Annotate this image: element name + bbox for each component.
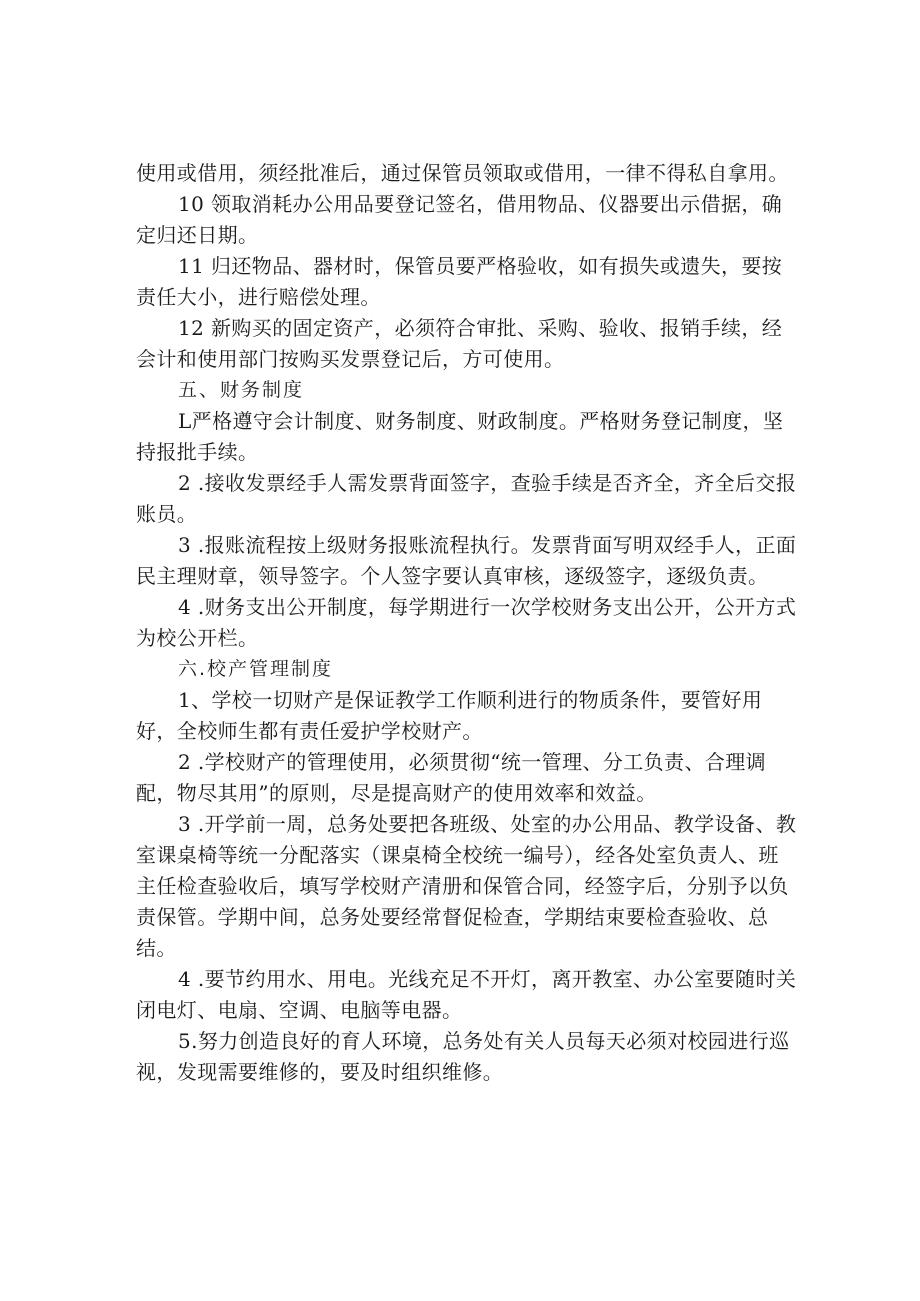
paragraph-item-11: 11 归还物品、器材时，保管员要严格验收，如有损失或遗失，要按责任大小，进行赔偿处理。 — [136, 254, 783, 309]
property-item-1: 1、学校一切财产是保证教学工作顺利进行的物质条件，要管好用好，全校师生都有责任爱护学校财产。 — [136, 688, 763, 743]
finance-item-4: 4 .财务支出公开制度，每学期进行一次学校财务支出公开，公开方式为校公开栏。 — [136, 595, 797, 650]
property-item-5: 5.努力创造良好的育人环境，总务处有关人员每天必须对校园进行巡视，发现需要维修的，要及时组织维修。 — [136, 1029, 790, 1084]
paragraph-item-10: 10 领取消耗办公用品要登记签名，借用物品、仪器要出示借据，确定归还日期。 — [136, 192, 783, 247]
finance-item-1: L严格遵守会计制度、财务制度、财政制度。严格财务登记制度，坚持报批手续。 — [136, 409, 784, 464]
section-heading-property: 六.校产管理制度 — [178, 658, 334, 680]
property-item-3: 3 .开学前一周，总务处要把各班级、处室的办公用品、教学设备、教室课桌椅等统一分配落实（课桌椅全校统一编号），经各处室负责人、班主任检查验收后，填写学校财产清册和保管合同，经签字后，分别予以负责保管。学期中间，总务处要经常督促检查，学期结束要检查验收、总结。 — [136, 812, 797, 960]
paragraph-continued: 使用或借用，须经批准后，通过保管员领取或借用，一律不得私自拿用。 — [136, 161, 789, 185]
property-item-4: 4 .要节约用水、用电。光线充足不开灯，离开教室、办公室要随时关闭电灯、电扇、空调、电脑等电器。 — [136, 967, 797, 1022]
document-body — [136, 158, 798, 1088]
paragraph-item-12: 12 新购买的固定资产，必须符合审批、采购、验收、报销手续，经会计和使用部门按购买发票登记后，方可使用。 — [136, 316, 783, 371]
finance-item-3: 3 .报账流程按上级财务报账流程执行。发票背面写明双经手人，正面民主理财章，领导签字。个人签字要认真审核，逐级签字，逐级负责。 — [136, 533, 797, 588]
section-heading-finance: 五、财务制度 — [178, 379, 305, 401]
property-item-2: 2 .学校财产的管理使用，必须贯彻“统一管理、分工负责、合理调配，物尽其用”的原则，尽是提高财产的使用效率和效益。 — [136, 750, 767, 805]
finance-item-2: 2 .接收发票经手人需发票背面签字，查验手续是否齐全，齐全后交报账员。 — [136, 471, 797, 526]
